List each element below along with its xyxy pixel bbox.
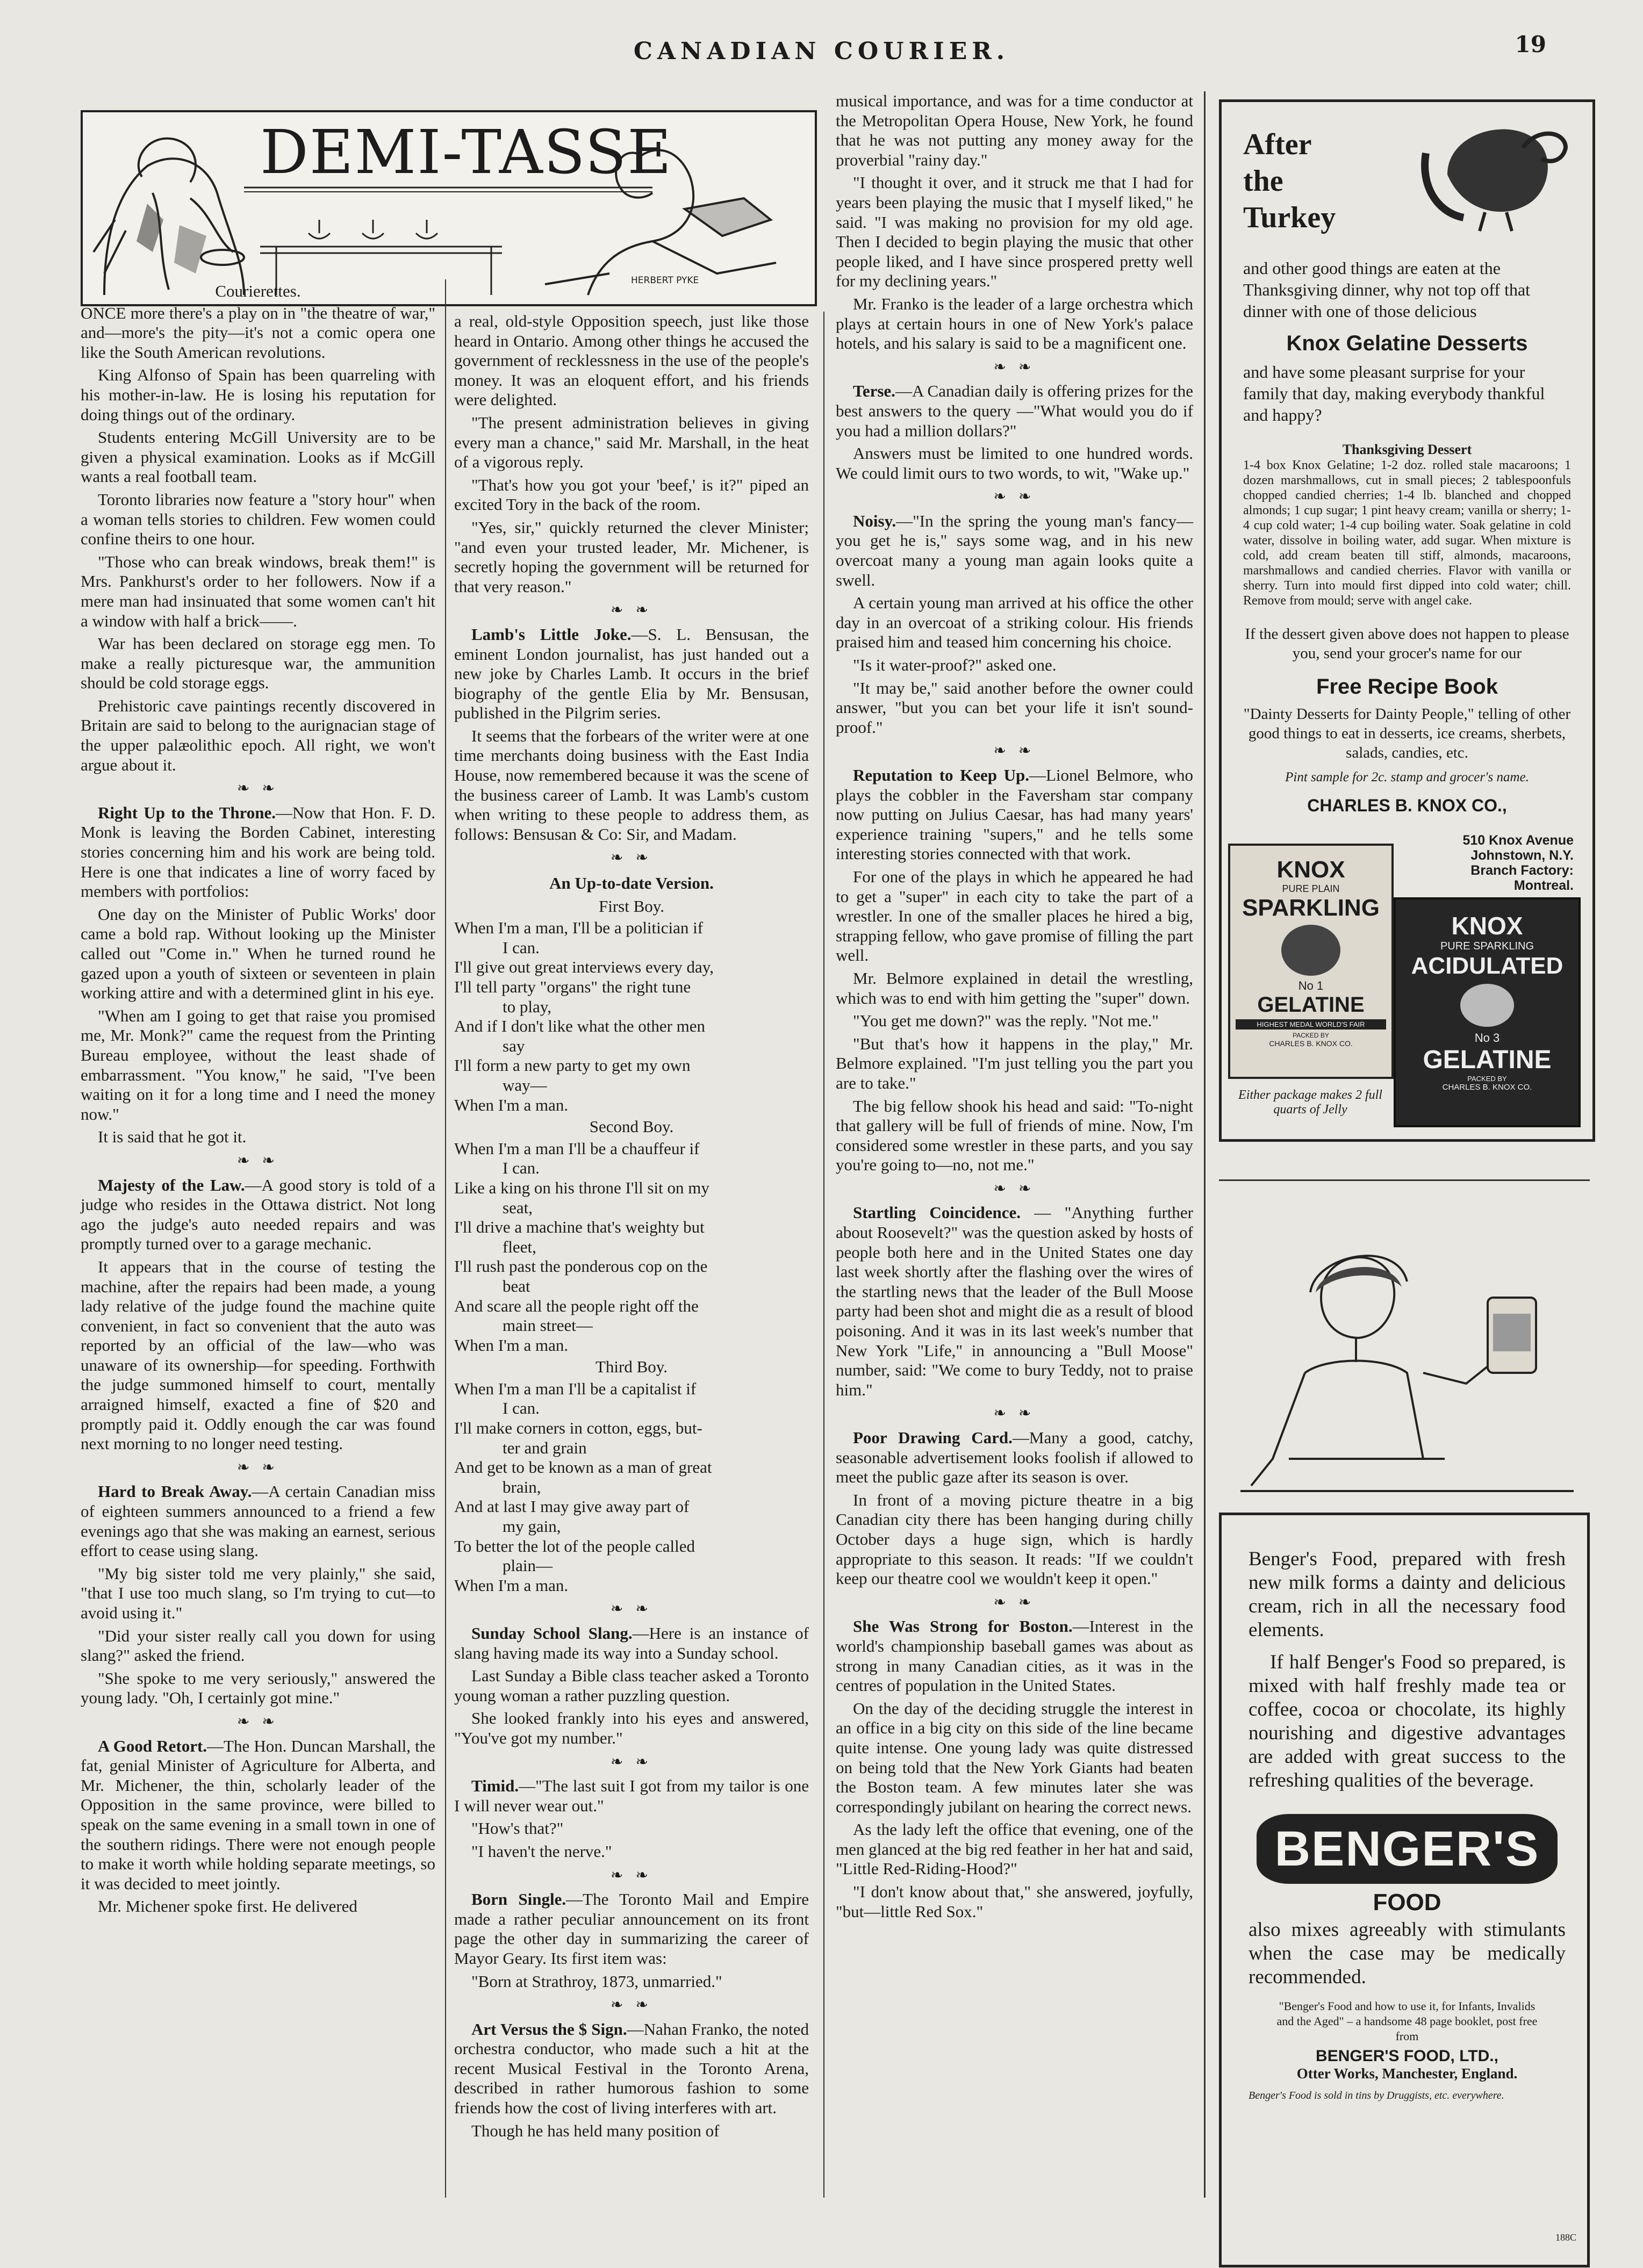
- verse-line: When I'm a man I'll be a chauffeur if: [454, 1139, 700, 1158]
- bengers-text-box: [1219, 1513, 1590, 2267]
- section-separator: ❧ ❧: [237, 1713, 279, 1730]
- paragraph: [454, 1890, 809, 1968]
- paragraph: Mr. Michener spoke first. He delivered: [98, 1897, 357, 1916]
- verse-line: I can.: [503, 1158, 540, 1178]
- verse-line: seat,: [503, 1198, 533, 1217]
- section-heading: A Good Retort.: [98, 1736, 207, 1755]
- paragraph-text: —"In the spring the young man's fancy—you get he is," says some wag, and in his new overcoat many a young man again looks quite a swell.: [836, 511, 1193, 589]
- paragraph: For one of the plays in which he appeared he had to get a "super" in each city to take the part of a wrestler. In one of the smaller places he hired a big, strapping fellow, who gave promise of filling the part well.: [836, 867, 1193, 965]
- headline-line: After: [1243, 128, 1312, 161]
- knox-product-title: Knox Gelatine Desserts: [1286, 332, 1528, 355]
- column-rule: [823, 312, 824, 2198]
- box-label: GELATINE: [1423, 1046, 1552, 1074]
- headline-line: Turkey: [1243, 201, 1336, 234]
- box-label: HIGHEST MEDAL WORLD'S FAIR: [1236, 1019, 1386, 1029]
- section-separator: ❧ ❧: [237, 780, 279, 797]
- paragraph: [836, 512, 1193, 590]
- paragraph: In front of a moving picture theatre in a big Canadian city there has been hanging during chilly October days a huge sign, which is hardly appropriate to this season. It reads: "If we couldn't keep our theatre cool we wouldn't keep it open.": [836, 1490, 1193, 1588]
- paragraph: musical importance, and was for a time conductor at the Metropolitan Opera House, New York, he found that he was not putting any money away for the proverbial "rainy day.": [836, 91, 1193, 169]
- paragraph: The big fellow shook his head and said: "To-night that gallery will be full of friends of mine. Now, I'm considered some wrestler in these parts, and you say you're going to—no, not me.": [836, 1096, 1193, 1175]
- paragraph: "When am I going to get that raise you promised me, Mr. Monk?" came the request from the Printing Bureau employee, without the least shade of embarrassment. "You know," he said, "I've been waiting on it for a long time and I need the money now.": [81, 1006, 435, 1124]
- paragraph: Prehistoric cave paintings recently discovered in Britain are said to belong to the aurignacian stage of the upper palæolithic epoch. All right, we won't argue about it.: [81, 696, 435, 774]
- knox-company: CHARLES B. KNOX CO.,: [1307, 796, 1507, 815]
- paragraph-text: —"The last suit I got from my tailor is one I will never wear out.": [454, 1776, 809, 1815]
- knox-sample-offer: Pint sample for 2c. stamp and grocer's name.: [1285, 770, 1529, 784]
- paragraph: "The present administration believes in giving every man a chance," said Mr. Marshall, in the heat of a vigorous reply.: [454, 413, 809, 472]
- paragraph: [836, 381, 1193, 441]
- paragraph: a real, old-style Opposition speech, just like those heard in Ontario. Among other things he accused the government of recklessness in the use of the people's money. It was an eloquent effort, and his friends were delighted.: [454, 312, 809, 409]
- verse-line: And get to be known as a man of great: [454, 1458, 712, 1477]
- verse-line: When I'm a man I'll be a capitalist if: [454, 1379, 697, 1398]
- verse-line: I can.: [503, 1399, 540, 1418]
- paragraph: [836, 1617, 1193, 1695]
- paragraph: "I thought it over, and it struck me that I had for years been playing the music that I myself liked," he said. "I was making no provision for my old age. Then I decided to begin playing the music that other people liked, and I have since prospered pretty well for my declining years.": [836, 173, 1193, 291]
- bengers-para-1: Benger's Food, prepared with fresh new milk forms a dainty and delicious cream, rich in all the necessary food elements.: [1249, 1548, 1566, 1641]
- box-label: SPARKLING: [1242, 895, 1380, 921]
- demi-tasse-banner: [81, 110, 817, 306]
- free-recipe-book-title: Free Recipe Book: [1316, 675, 1498, 699]
- verse-line: my gain,: [503, 1517, 561, 1536]
- paragraph: [454, 625, 809, 723]
- paragraph: As the lady left the office that evening, one of the men glanced at the big red feather in her hat and said, "Little Red-Riding-Hood?": [836, 1820, 1193, 1878]
- section-heading: Startling Coincidence.: [853, 1203, 1021, 1222]
- verse-line: fleet,: [503, 1237, 536, 1256]
- box-label: No 1: [1298, 979, 1324, 992]
- verse-line: to play,: [503, 997, 551, 1016]
- paragraph: "Is it water-proof?" asked one.: [853, 656, 1057, 675]
- column-rule: [1204, 91, 1206, 2198]
- paragraph: [81, 1176, 435, 1254]
- paragraph-text: —A Canadian daily is offering prizes for the best answers to the query —"What would you do if you had a million dollars?": [836, 381, 1193, 440]
- section-heading: Born Single.: [471, 1890, 566, 1909]
- knox-address: [1462, 833, 1574, 893]
- paragraph: [454, 2020, 809, 2118]
- box-label: KNOX: [1451, 912, 1523, 940]
- verse-line: beat: [503, 1276, 530, 1295]
- section-heading: She Was Strong for Boston.: [853, 1617, 1073, 1636]
- section-separator: ❧ ❧: [611, 1753, 652, 1770]
- section-heading: Reputation to Keep Up.: [853, 766, 1029, 784]
- box-label: PURE SPARKLING: [1440, 940, 1534, 952]
- turkey-illustration: [1415, 110, 1576, 234]
- section-separator: ❧ ❧: [611, 1601, 652, 1618]
- column-3: [836, 91, 1193, 1925]
- knox-acidulated-box: [1394, 897, 1581, 1127]
- paragraph: Toronto libraries now feature a "story hour" when a woman tells stories to children. Few women could confine theirs to one hour.: [81, 489, 435, 549]
- bengers-para-2: If half Benger's Food so prepared, is mixed with half freshly made tea or coffee, cocoa or chocolate, its highly nourishing and digestive advantages are added with great success to the refreshing qualities of the beverage.: [1249, 1651, 1566, 1791]
- address-line: 510 Knox Avenue: [1462, 833, 1574, 848]
- paragraph: It appears that in the course of testing the machine, after the repairs had been made, a young lady relative of the judge found the machine quite convenient, in fact so convenient that the auto was reported by an official of the law—who was unaware of its ownership—for speeding. Forthwith the judge summoned himself to court, mentally arraigned himself, exacted a fine of $20 and promptly paid it. Oddly enough the car was found next morning to no longer need testing.: [81, 1257, 435, 1453]
- knox-pitch: and have some pleasant surprise for your family that day, making everybody thankful and happy?: [1243, 362, 1545, 424]
- address-line: Montreal.: [1513, 878, 1574, 893]
- column-rule: [445, 279, 446, 2198]
- paragraph: "Yes, sir," quickly returned the clever Minister; "and even your trusted leader, Mr. Michener, is secretly hoping the government will be returned for that very reason.": [454, 517, 809, 596]
- paragraph: "I don't know about that," she answered, joyfully, "but—little Red Sox.": [836, 1882, 1193, 1921]
- paragraph: "But that's how it happens in the play," Mr. Belmore explained. "I'm just telling you the part you are to take.": [836, 1034, 1193, 1092]
- verse-line: When I'm a man.: [454, 1095, 569, 1114]
- knox-sparkling-box: [1228, 844, 1394, 1079]
- paragraph: She looked frankly into his eyes and answered, "You've got my number.": [454, 1709, 809, 1747]
- section-separator: ❧ ❧: [993, 1594, 1036, 1611]
- paragraph: War has been declared on storage egg men. To make a really picturesque war, the ammunition should be cold storage eggs.: [81, 634, 435, 693]
- section-heading: Poor Drawing Card.: [853, 1428, 1013, 1447]
- cow-head-icon: [1460, 984, 1514, 1027]
- banner-signature: HERBERT PYKE: [631, 275, 699, 286]
- bengers-logo: BENGER'S: [1257, 1814, 1558, 1884]
- paragraph: One day on the Minister of Public Works' door came a bold rap. Without looking up the Minister called out "Come in." When he turned round he gazed upon a youth of sixteen or seventeen in plain working attire and with a determined glint in his eye.: [81, 904, 435, 1003]
- section-heading: Noisy.: [853, 511, 896, 530]
- paragraph: [836, 1428, 1193, 1487]
- paragraph-text: —A certain Canadian miss of eighteen summers announced to a friend a few evenings ago that she was making an earnest, serious effort to cease using slang.: [81, 1482, 435, 1560]
- section-heading: Timid.: [471, 1776, 519, 1796]
- subheading: Second Boy.: [589, 1117, 674, 1136]
- section-separator: ❧ ❧: [993, 1405, 1036, 1422]
- verse-line: I'll tell party "organs" the right tune: [454, 977, 691, 996]
- section-separator: ❧ ❧: [237, 1152, 279, 1169]
- bengers-company: BENGER'S FOOD, LTD.,: [1316, 2047, 1498, 2065]
- bengers-footer: Benger's Food is sold in tins by Druggists, etc. everywhere.: [1249, 2090, 1504, 2101]
- knox-grocer-note: If the dessert given above does not happen to please you, send your grocer's name for our: [1245, 625, 1569, 662]
- box-label: GELATINE: [1257, 993, 1365, 1017]
- paragraph: King Alfonso of Spain has been quarreling with his mother-in-law. He is losing his reputation for doing things out of the ordinary.: [81, 365, 435, 424]
- paragraph-text: —A good story is told of a judge who resides in the Ottawa district. Not long ago the judge's auto needed repairs and was promptly turned over to a garage mechanic.: [81, 1175, 435, 1254]
- subheading: Courierettes.: [215, 282, 301, 300]
- running-head: CANADIAN COURIER.: [633, 38, 1010, 65]
- section-separator: ❧ ❧: [611, 1867, 652, 1884]
- column-1: [81, 279, 435, 1920]
- paragraph-text: —The Hon. Duncan Marshall, the fat, genial Minister of Agriculture for Alberta, and Mr. Michener, the thin, scholarly leader of the Opposition in the same province, were billed to speak on the same evening in a small town in one of the southern ridings. There were not enough people to make it worth while holding separate meetings, so it was decided to meet jointly.: [81, 1736, 435, 1893]
- ad-divider: [1219, 1179, 1590, 1181]
- paragraph: [81, 1482, 435, 1560]
- paragraph-text: —Interest in the world's championship baseball games was about as strong in many Canadian cities, as it was in the centres of population in the United States.: [836, 1617, 1193, 1695]
- paragraph: [836, 766, 1193, 864]
- box-label: CHARLES B. KNOX CO.: [1269, 1039, 1353, 1048]
- paragraph: Last Sunday a Bible class teacher asked a Toronto young woman a rather puzzling question.: [454, 1666, 809, 1705]
- paragraph: It is said that he got it.: [98, 1127, 247, 1147]
- section-separator: ❧ ❧: [611, 1997, 652, 2014]
- verse-line: say: [503, 1036, 525, 1055]
- paragraph: [836, 1203, 1193, 1400]
- paragraph: Answers must be limited to one hundred words. We could limit ours to two words, to wit, "Wake up.": [836, 444, 1193, 483]
- poem-title: An Up-to-date Version.: [549, 874, 714, 893]
- box-label: PURE PLAIN: [1282, 883, 1340, 894]
- paragraph: [454, 1624, 809, 1663]
- section-separator: ❧ ❧: [993, 488, 1036, 506]
- paragraph: ONCE more there's a play on in "the theatre of war," and—more's the pity—it's not a comic opera one like the South American revolutions.: [81, 303, 435, 362]
- verse-line: brain,: [503, 1477, 541, 1496]
- subheading: Third Boy.: [595, 1357, 668, 1377]
- knox-box-caption: Either package makes 2 full quarts of Jelly: [1238, 1088, 1382, 1117]
- paragraph: "She spoke to me very seriously," answered the young lady. "Oh, I certainly got mine.": [81, 1668, 435, 1708]
- section-heading: Sunday School Slang.: [471, 1624, 633, 1643]
- box-label: No 3: [1474, 1031, 1500, 1045]
- verse-line: And if I don't like what the other men: [454, 1017, 706, 1036]
- verse-line: ter and grain: [503, 1438, 587, 1457]
- verse-line: To better the lot of the people called: [454, 1536, 695, 1556]
- section-separator: ❧ ❧: [611, 602, 652, 619]
- paragraph-text: —Many a good, catchy, seasonable advertisement looks foolish if allowed to meet the public gaze after its season is over.: [836, 1428, 1193, 1487]
- column-2: [454, 312, 809, 2144]
- box-label: CHARLES B. KNOX CO.: [1442, 1083, 1532, 1092]
- paragraph-text: —The Toronto Mail and Empire made a rather peculiar announcement on its front page the other day in summarizing the career of Mayor Geary. Its first item was:: [454, 1890, 809, 1968]
- bengers-logo-sub: FOOD: [1373, 1889, 1441, 1916]
- section-heading: Hard to Break Away.: [98, 1482, 252, 1501]
- banner-title: DEMI-TASSE: [260, 118, 673, 188]
- recipe-text: 1-4 box Knox Gelatine; 1-2 doz. rolled stale macaroons; 1 dozen marshmallows, cut in small pieces; 2 tablespoonfuls chopped candied cherries; 1-4 lb. blanched and chopped almonds; 1 cup sugar; 1 pint heavy cream; vanilla or sherry; 1-4 cup cold water; 1-4 cup boiling water. Soak gelatine in cold water, dissolve in boiling water, add sugar. When mixture is cold, add cream beaten till stiff, almonds, macaroons, marshmallows and candied cherries. Flavor with vanilla or sherry. Turn into mould first dipped into cold water; chill. Remove from mould; serve with angel cake.: [1243, 458, 1571, 608]
- verse-line: And at last I may give away part of: [454, 1497, 690, 1516]
- subheading: First Boy.: [598, 896, 665, 916]
- verse-line: I'll drive a machine that's weighty but: [454, 1218, 705, 1237]
- paragraph-text: —Lionel Belmore, who plays the cobbler in the Faversham star company now putting on Julius Caesar, has had many years' experience training "supers," and he tells some interesting stories connected with that work.: [836, 766, 1193, 863]
- verse-line: way—: [503, 1075, 547, 1095]
- box-label: ACIDULATED: [1411, 953, 1563, 979]
- verse-line: plain—: [503, 1556, 553, 1575]
- box-label: PACKED BY: [1293, 1032, 1329, 1039]
- paragraph: [81, 1737, 435, 1894]
- paragraph: [454, 1776, 809, 1816]
- knox-intro: and other good things are eaten at the Thanksgiving dinner, why not top off that dinner with one of those delicious: [1243, 258, 1531, 321]
- paragraph: "It may be," said another before the owner could answer, "but you can bet your life it isn't sound-proof.": [836, 678, 1193, 737]
- paragraph: "Did your sister really call you down for using slang?" asked the friend.: [81, 1626, 435, 1665]
- bengers-booklet: "Benger's Food and how to use it, for Infants, Invalids and the Aged" – a handsome 48 page booklet, post free from: [1276, 1999, 1538, 2043]
- bengers-para-3: also mixes agreeably with stimulants when the case may be medically recommended.: [1249, 1919, 1566, 1988]
- paragraph-text: —Now that Hon. F. D. Monk is leaving the Borden Cabinet, interesting stories concerning him and his work are being told. Here is one that indicates a line of worry faced by members with portfolios:: [81, 803, 435, 901]
- paragraph-text: —Nahan Franko, the noted orchestra conductor, who made such a hit at the recent Musical Festival in the Toronto Arena, described in rather humorous fashion to some friends how the cost of living interferes with art.: [454, 2019, 809, 2118]
- bengers-address: Otter Works, Manchester, England.: [1296, 2065, 1518, 2082]
- section-separator: ❧ ❧: [993, 743, 1036, 760]
- section-heading: Art Versus the $ Sign.: [471, 2019, 627, 2039]
- paragraph: Mr. Franko is the leader of a large orchestra which plays at certain hours in one of New York's palace hotels, and his salary is said to be a magnificent one.: [836, 294, 1193, 353]
- paragraph: "Born at Strathroy, 1873, unmarried.": [471, 1971, 722, 1991]
- bengers-code: 188C: [1555, 2232, 1576, 2243]
- paragraph-text: — "Anything further about Roosevelt?" was the question asked by hosts of people both here and in the United States one day last week shortly after the flashing over the wires of the startling news that the leader of the Bull Moose party had been shot and might die as a result of blood poisoning. And it was in its last week's number that New York "Life," in announcing a "Bull Moose" number, said: "We come to bury Teddy, not to praise him.": [836, 1203, 1193, 1399]
- address-line: Branch Factory:: [1470, 863, 1574, 878]
- verse-line: I'll give out great interviews every day,: [454, 957, 714, 977]
- recipe-title: Thanksgiving Dessert: [1342, 442, 1472, 457]
- paragraph: It seems that the forbears of the writer were at one time merchants doing business with the East India House, now remembered because it was the scene of the business career of Lamb. It was Lamb's custom when writing to these people to address them, as follows: Bensusan & Co: Sir, and Madam.: [454, 726, 809, 844]
- verse-line: When I'm a man, I'll be a politician if: [454, 918, 704, 938]
- page-number: 19: [1515, 31, 1546, 57]
- verse-line: When I'm a man.: [454, 1335, 569, 1355]
- verse-line: I'll form a new party to get my own: [454, 1056, 691, 1075]
- section-heading: Lamb's Little Joke.: [471, 624, 632, 644]
- cow-head-icon: [1281, 925, 1340, 976]
- paragraph: "My big sister told me very plainly," she said, "that I use too much slang, so I'm trying to cut—to avoid using it.": [81, 1564, 435, 1622]
- paragraph: "How's that?": [471, 1819, 564, 1838]
- section-heading: Right Up to the Throne.: [98, 803, 276, 822]
- verse-line: Like a king on his throne I'll sit on my: [454, 1178, 709, 1197]
- verse-line: I'll make corners in cotton, eggs, but-: [454, 1419, 702, 1438]
- section-separator: ❧ ❧: [611, 849, 652, 867]
- paragraph: "You get me down?" was the reply. "Not me.": [853, 1011, 1159, 1031]
- paragraph: Though he has held many position of: [471, 2121, 720, 2140]
- paragraph: A certain young man arrived at his office the other day in an overcoat of a striking colour. His friends praised him and teased him concerning his choice.: [836, 593, 1193, 652]
- paragraph: Students entering McGill University are to be given a physical examination. Looks as if McGill wants a real football team.: [81, 428, 435, 486]
- section-heading: Terse.: [853, 381, 895, 401]
- paragraph: On the day of the deciding struggle the interest in an office in a big city on this side of the line became quite intense. One young lady was quite distressed on being told that the New York Giants had beaten the Boston team. A few minutes later she was correspondingly jubilant on hearing the correct news.: [836, 1698, 1193, 1816]
- paragraph: "I haven't the nerve.": [471, 1841, 612, 1861]
- paragraph: Mr. Belmore explained in detail the wrestling, which was to end with him getting the "super" down.: [836, 968, 1193, 1007]
- paragraph: [81, 803, 435, 902]
- section-separator: ❧ ❧: [993, 358, 1036, 376]
- bengers-food-ad: [1219, 1212, 1590, 2243]
- verse-line: I'll rush past the ponderous cop on the: [454, 1257, 708, 1276]
- box-label: PACKED BY: [1467, 1075, 1507, 1083]
- paragraph-text: —S. L. Bensusan, the eminent London journalist, has just handed out a new joke by Charles Lamb. It occurs in the brief biography of the gentle Elia by Mr. Bensusan, published in the Pilgrim series.: [454, 624, 809, 723]
- address-line: Johnstown, N.Y.: [1470, 848, 1574, 863]
- verse-line: And scare all the people right off the: [454, 1296, 699, 1315]
- section-separator: ❧ ❧: [993, 1180, 1036, 1197]
- paragraph: "That's how you got your 'beef,' is it?" piped an excited Tory in the back of the room.: [454, 475, 809, 514]
- verse-line: I can.: [503, 938, 540, 957]
- box-label: KNOX: [1276, 856, 1345, 883]
- woman-with-cup-illustration: [1240, 1233, 1574, 1556]
- free-recipe-book-text: "Dainty Desserts for Dainty People," telling of other good things to eat in desserts, ice creams, sherbets, salads, candies, etc.: [1243, 705, 1571, 761]
- verse-line: When I'm a man.: [454, 1575, 569, 1595]
- paragraph: "Those who can break windows, break them!" is Mrs. Pankhurst's order to her followers. Now if a mere man had insinuated that some women can't hit a window with half a brick——.: [81, 552, 435, 630]
- knox-gelatine-ad: [1219, 99, 1595, 1142]
- section-separator: ❧ ❧: [237, 1459, 279, 1476]
- section-heading: Majesty of the Law.: [98, 1175, 245, 1194]
- verse-line: main street—: [503, 1316, 593, 1335]
- paragraph-text: —Here is an instance of slang having made its way into a Sunday school.: [454, 1624, 809, 1662]
- headline-line: the: [1243, 164, 1283, 198]
